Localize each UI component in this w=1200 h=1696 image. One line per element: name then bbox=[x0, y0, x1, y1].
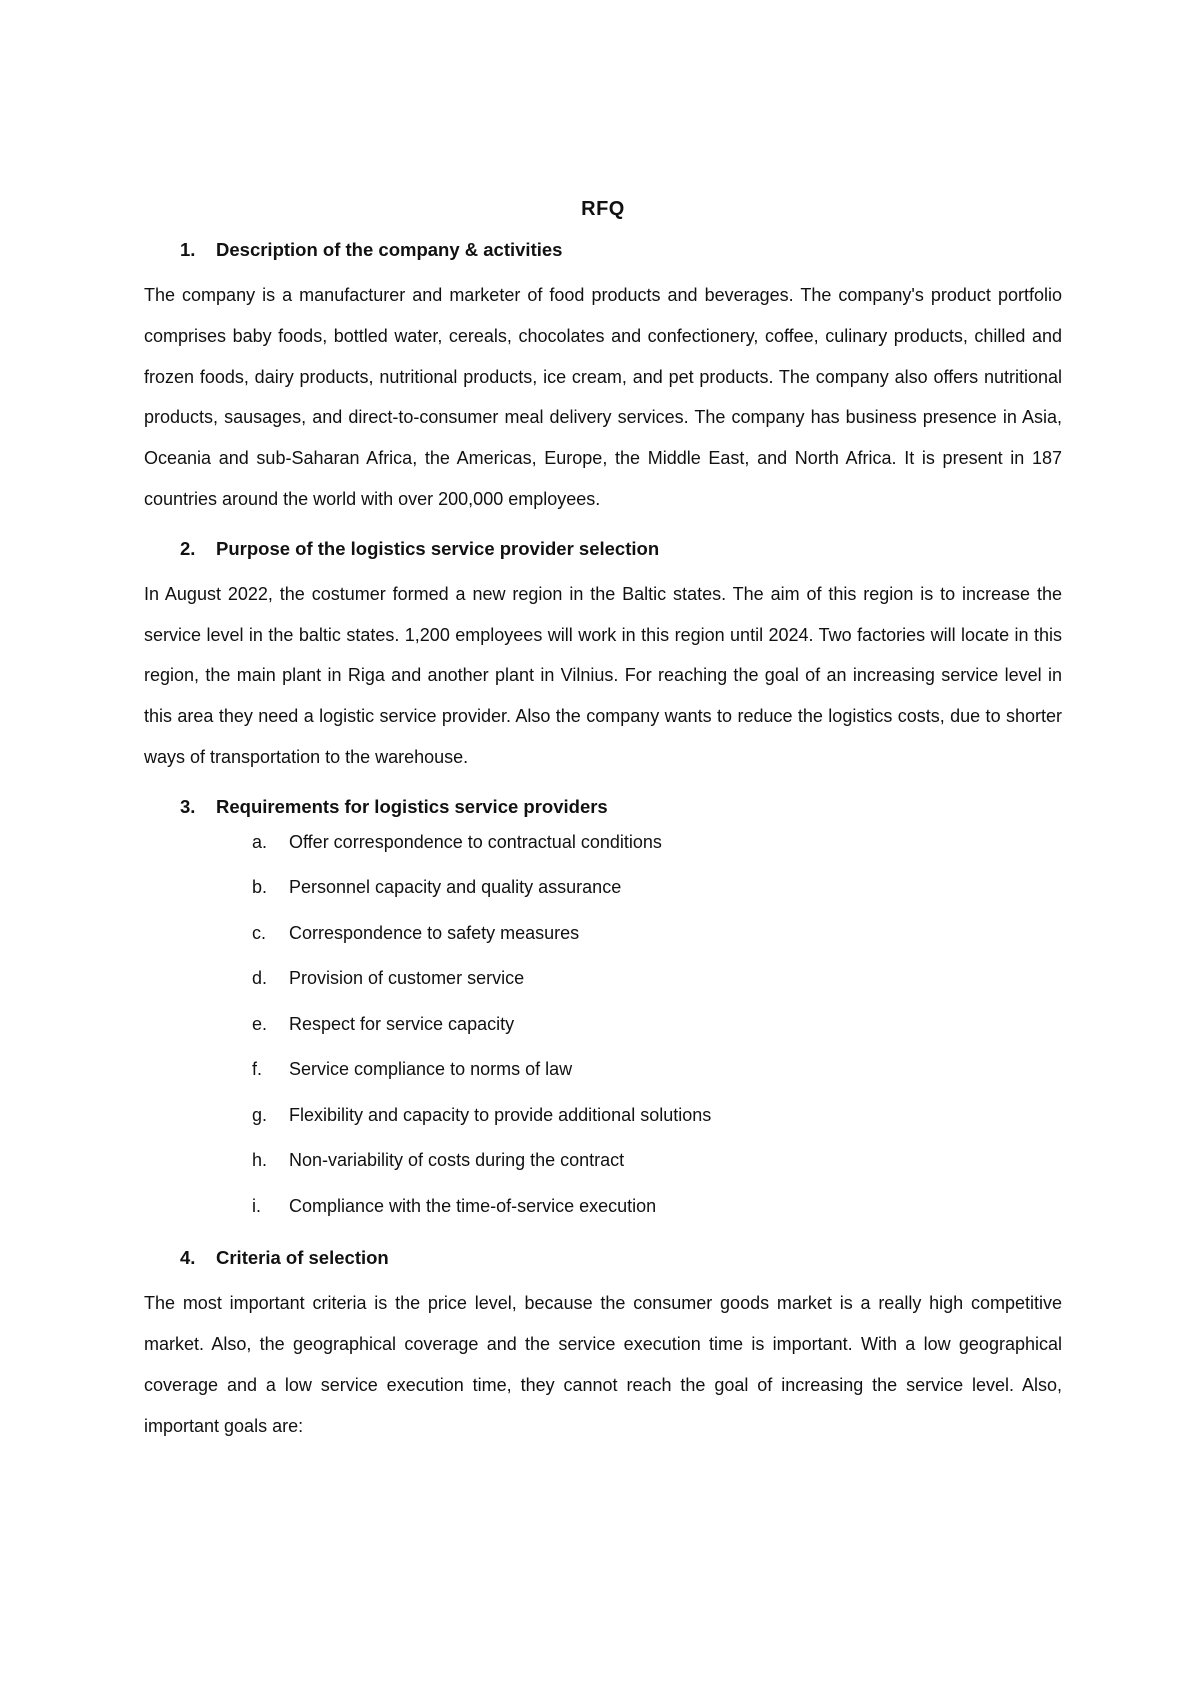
list-item-text: Service compliance to norms of law bbox=[289, 1059, 573, 1080]
list-item bbox=[144, 1194, 1062, 1240]
list-item bbox=[144, 1103, 1062, 1149]
list-item-text: Offer correspondence to contractual conditions bbox=[289, 831, 662, 852]
section-3-heading bbox=[180, 796, 1062, 818]
section-2-paragraph: In August 2022, the costumer formed a new region in the Baltic states. The aim of this region is to increase the service level in the baltic states. 1,200 employees will work in this region until 2024. Two factories will locate in this region, the main plant in Riga and another plant in Vilnius. For reaching the goal of an increasing service level in this area they need a logistic service provider. Also the company wants to reduce the logistics costs, due to shorter ways of transportation to the warehouse. bbox=[144, 583, 1062, 767]
list-item bbox=[144, 1057, 1062, 1103]
list-item-text: Compliance with the time-of-service execution bbox=[289, 1195, 657, 1216]
list-item-text: Correspondence to safety measures bbox=[289, 922, 580, 943]
list-item bbox=[144, 875, 1062, 921]
section-heading-text: Requirements for logistics service providers bbox=[216, 795, 608, 817]
list-item-letter: h. bbox=[252, 1150, 268, 1171]
list-item-letter: f. bbox=[252, 1059, 263, 1080]
list-item-letter: e. bbox=[252, 1013, 268, 1034]
section-4-paragraph: The most important criteria is the price level, because the consumer goods market is a really high competitive market. Also, the geographical coverage and the service execution time is important. With a low geographical coverage and a low service execution time, they cannot reach the goal of increasing the service level. Also, important goals are: bbox=[144, 1293, 1062, 1436]
document-title: RFQ bbox=[581, 198, 625, 220]
section-1-heading bbox=[180, 239, 1062, 261]
list-item bbox=[144, 921, 1062, 967]
list-item bbox=[144, 966, 1062, 1012]
list-item bbox=[144, 830, 1062, 876]
list-item-letter: d. bbox=[252, 968, 268, 989]
list-item-text: Respect for service capacity bbox=[289, 1013, 515, 1034]
list-item-letter: c. bbox=[252, 922, 267, 943]
list-item-letter: g. bbox=[252, 1104, 268, 1125]
section-heading-text: Purpose of the logistics service provider selection bbox=[216, 537, 660, 559]
section-number: 3. bbox=[180, 795, 196, 817]
section-4-heading bbox=[180, 1247, 1062, 1269]
list-item bbox=[144, 1148, 1062, 1194]
list-item-text: Flexibility and capacity to provide additional solutions bbox=[289, 1104, 712, 1125]
section-1-paragraph: The company is a manufacturer and marketer of food products and beverages. The company's product portfolio comprises baby foods, bottled water, cereals, chocolates and confectionery, coffee, culinary products, chilled and frozen foods, dairy products, nutritional products, ice cream, and pet products. The company also offers nutritional products, sausages, and direct-to-consumer meal delivery services. The company has business presence in Asia, Oceania and sub-Saharan Africa, the Americas, Europe, the Middle East, and North Africa. It is present in 187 countries around the world with over 200,000 employees. bbox=[144, 285, 1062, 509]
requirements-list bbox=[144, 830, 1062, 1240]
section-heading-text: Criteria of selection bbox=[216, 1247, 389, 1269]
list-item-letter: b. bbox=[252, 877, 268, 898]
list-item-letter: i. bbox=[252, 1195, 261, 1216]
list-item-text: Provision of customer service bbox=[289, 968, 525, 989]
list-item-text: Non-variability of costs during the contract bbox=[289, 1150, 625, 1171]
section-2-heading bbox=[180, 538, 1062, 560]
list-item-text: Personnel capacity and quality assurance bbox=[289, 877, 622, 898]
list-item bbox=[144, 1012, 1062, 1058]
section-heading-text: Description of the company & activities bbox=[216, 239, 563, 260]
section-number: 4. bbox=[180, 1247, 196, 1269]
document-body bbox=[144, 198, 1062, 1464]
list-item-letter: a. bbox=[252, 831, 268, 852]
section-number: 2. bbox=[180, 537, 196, 559]
section-number: 1. bbox=[180, 239, 196, 260]
